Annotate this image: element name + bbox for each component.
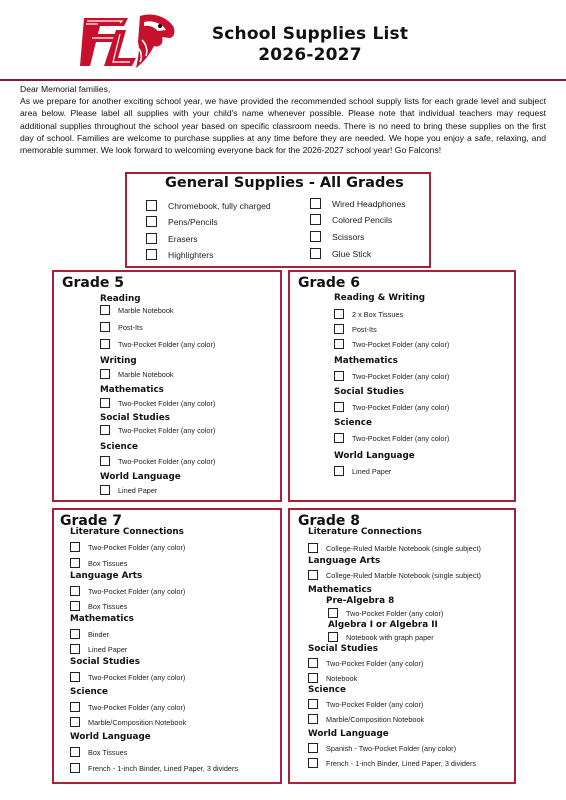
- checkbox[interactable]: [146, 200, 157, 211]
- checkbox[interactable]: [100, 339, 110, 349]
- checklist-item[interactable]: Two-Pocket Folder (any color): [334, 371, 449, 381]
- checkbox[interactable]: [70, 542, 80, 552]
- checkbox[interactable]: [308, 743, 318, 753]
- checkbox[interactable]: [308, 699, 318, 709]
- grade5-box: [52, 270, 282, 502]
- subject-heading: Science: [100, 442, 138, 452]
- checkbox[interactable]: [70, 702, 80, 712]
- subject-heading: Social Studies: [334, 387, 404, 397]
- checkbox[interactable]: [328, 632, 338, 642]
- checklist-item[interactable]: Box Tissues: [70, 558, 127, 568]
- subject-heading: Social Studies: [308, 644, 378, 654]
- checkbox[interactable]: [308, 673, 318, 683]
- subject-heading: Social Studies: [100, 413, 170, 423]
- subject-heading: Science: [308, 685, 346, 695]
- checklist-item[interactable]: Lined Paper: [100, 485, 157, 495]
- checklist-item[interactable]: Two-Pocket Folder (any color): [100, 425, 215, 435]
- fl-letters-icon: [80, 18, 136, 66]
- checkbox[interactable]: [310, 198, 321, 209]
- checklist-item[interactable]: French - 1-inch Binder, Lined Paper, 3 dividers: [308, 758, 476, 768]
- subject-heading: Language Arts: [308, 556, 381, 566]
- checkbox[interactable]: [70, 644, 80, 654]
- checklist-item[interactable]: Box Tissues: [70, 747, 127, 757]
- checkbox[interactable]: [334, 309, 344, 319]
- checklist-item[interactable]: Marble/Composition Notebook: [70, 717, 186, 727]
- checklist-item[interactable]: Highlighters: [146, 249, 213, 260]
- checkbox[interactable]: [100, 322, 110, 332]
- checkbox[interactable]: [334, 324, 344, 334]
- subject-heading: Science: [334, 418, 372, 428]
- school-logo: [78, 10, 178, 74]
- subject-heading: Writing: [100, 356, 137, 366]
- subject-heading: Social Studies: [70, 657, 140, 667]
- subject-subheading: Algebra I or Algebra II: [328, 620, 438, 630]
- subject-heading: Reading & Writing: [334, 293, 426, 303]
- checkbox[interactable]: [146, 216, 157, 227]
- checklist-item[interactable]: Two-Pocket Folder (any color): [100, 339, 215, 349]
- checkbox[interactable]: [70, 672, 80, 682]
- intro-greeting: Dear Memorial families,: [20, 84, 111, 94]
- checklist-item[interactable]: Box Tissues: [70, 601, 127, 611]
- checkbox[interactable]: [334, 433, 344, 443]
- checkbox[interactable]: [310, 231, 321, 242]
- grade8-title: Grade 8: [298, 513, 360, 529]
- grade6-title: Grade 6: [298, 275, 360, 291]
- subject-heading: Mathematics: [334, 356, 398, 366]
- checklist-item[interactable]: Two-Pocket Folder (any color): [70, 702, 185, 712]
- checkbox[interactable]: [70, 717, 80, 727]
- checklist-item[interactable]: Marble/Composition Notebook: [308, 714, 424, 724]
- checklist-item[interactable]: Two-Pocket Folder (any color): [328, 608, 443, 618]
- checkbox[interactable]: [334, 339, 344, 349]
- general-supplies-box: [125, 172, 431, 268]
- checkbox[interactable]: [70, 763, 80, 773]
- grade6-box: [288, 270, 516, 502]
- subject-heading: Mathematics: [100, 385, 164, 395]
- checklist-item[interactable]: Two-Pocket Folder (any color): [70, 586, 185, 596]
- checklist-item[interactable]: Notebook with graph paper: [328, 632, 434, 642]
- checklist-item[interactable]: Wired Headphones: [310, 198, 406, 209]
- intro-body: As we prepare for another exciting school year, we have provided the recommended school supply lists for each grade level and subject area below. Please label all supplies with your child's name whenever possible. Please note that individual teachers may request additional supplies throughout the school year based on specific classroom needs. There is no need to bring these supplies on the first day of school. Families are welcome to purchase supplies at any time before they are needed. We hope you enjoy a safe, relaxing, and memorable summer. We look forward to welcoming everyone back for the 2026-2027 school year! Go Falcons!: [20, 96, 546, 156]
- checklist-item[interactable]: Post-Its: [334, 324, 377, 334]
- checkbox[interactable]: [146, 249, 157, 260]
- checklist-item[interactable]: Two-Pocket Folder (any color): [70, 542, 185, 552]
- subject-heading: World Language: [70, 732, 151, 742]
- subject-heading: World Language: [100, 472, 181, 482]
- grade7-title: Grade 7: [60, 513, 122, 529]
- subject-heading: Literature Connections: [70, 527, 184, 537]
- checkbox[interactable]: [308, 658, 318, 668]
- grade7-box: [52, 508, 282, 784]
- checkbox[interactable]: [310, 248, 321, 259]
- checkbox[interactable]: [100, 485, 110, 495]
- checkbox[interactable]: [310, 214, 321, 225]
- checklist-item[interactable]: Lined Paper: [70, 644, 127, 654]
- checkbox[interactable]: [70, 558, 80, 568]
- checkbox[interactable]: [308, 758, 318, 768]
- checklist-item[interactable]: Two-Pocket Folder (any color): [70, 672, 185, 682]
- checkbox[interactable]: [328, 608, 338, 618]
- subject-heading: Mathematics: [308, 585, 372, 595]
- subject-heading: Reading: [100, 294, 141, 304]
- checkbox[interactable]: [70, 629, 80, 639]
- subject-heading: Mathematics: [70, 614, 134, 624]
- subject-heading: World Language: [334, 451, 415, 461]
- grade8-box: [288, 508, 516, 784]
- checklist-item[interactable]: Binder: [70, 629, 109, 639]
- checkbox[interactable]: [334, 371, 344, 381]
- checklist-item[interactable]: Two-Pocket Folder (any color): [334, 402, 449, 412]
- checklist-item[interactable]: Marble Notebook: [100, 369, 174, 379]
- subject-heading: Science: [70, 687, 108, 697]
- checkbox[interactable]: [146, 233, 157, 244]
- general-supplies-title: General Supplies - All Grades: [165, 175, 404, 191]
- checklist-item[interactable]: College-Ruled Marble Notebook (single subject): [308, 570, 481, 580]
- subject-heading: World Language: [308, 729, 389, 739]
- checklist-item[interactable]: Two-Pocket Folder (any color): [100, 456, 215, 466]
- checkbox[interactable]: [100, 456, 110, 466]
- grade5-title: Grade 5: [62, 275, 124, 291]
- checkbox[interactable]: [100, 398, 110, 408]
- checklist-item[interactable]: Pens/Pencils: [146, 216, 218, 227]
- checkbox[interactable]: [334, 402, 344, 412]
- checklist-item[interactable]: Colored Pencils: [310, 214, 392, 225]
- checklist-item[interactable]: 2 x Box Tissues: [334, 309, 403, 319]
- checkbox[interactable]: [70, 586, 80, 596]
- page-title: School Supplies List: [211, 24, 409, 44]
- checklist-item[interactable]: Chromebook, fully charged: [146, 200, 271, 211]
- checklist-item[interactable]: College-Ruled Marble Notebook (single subject): [308, 543, 481, 553]
- header-divider: [0, 79, 566, 81]
- subject-subheading: Pre-Algebra 8: [326, 596, 395, 606]
- checklist-item[interactable]: Scissors: [310, 231, 364, 242]
- checkbox[interactable]: [100, 305, 110, 315]
- checkbox[interactable]: [100, 369, 110, 379]
- page-subtitle-year: 2026-2027: [258, 45, 362, 65]
- checklist-item[interactable]: Two-Pocket Folder (any color): [308, 658, 423, 668]
- checkbox[interactable]: [308, 714, 318, 724]
- subject-heading: Literature Connections: [308, 527, 422, 537]
- checklist-item[interactable]: Two-Pocket Folder (any color): [100, 398, 215, 408]
- checklist-item[interactable]: Spanish - Two-Pocket Folder (any color): [308, 743, 456, 753]
- checklist-item[interactable]: French - 1-inch Binder, Lined Paper, 3 dividers: [70, 763, 238, 773]
- checklist-item[interactable]: Two-Pocket Folder (any color): [334, 339, 449, 349]
- subject-heading: Language Arts: [70, 571, 143, 581]
- falcon-head-icon: [136, 14, 174, 68]
- checkbox[interactable]: [70, 601, 80, 611]
- checklist-item[interactable]: Marble Notebook: [100, 305, 174, 315]
- checklist-item[interactable]: Two-Pocket Folder (any color): [308, 699, 423, 709]
- checklist-item[interactable]: Notebook: [308, 673, 357, 683]
- checklist-item[interactable]: Glue Stick: [310, 248, 371, 259]
- checkbox[interactable]: [334, 466, 344, 476]
- checkbox[interactable]: [100, 425, 110, 435]
- checklist-item[interactable]: Lined Paper: [334, 466, 391, 476]
- checkbox[interactable]: [70, 747, 80, 757]
- checklist-item[interactable]: Erasers: [146, 233, 198, 244]
- checkbox[interactable]: [308, 570, 318, 580]
- intro-letter: [20, 83, 546, 156]
- checkbox[interactable]: [308, 543, 318, 553]
- checklist-item[interactable]: Two-Pocket Folder (any color): [334, 433, 449, 443]
- checklist-item[interactable]: Post-Its: [100, 322, 143, 332]
